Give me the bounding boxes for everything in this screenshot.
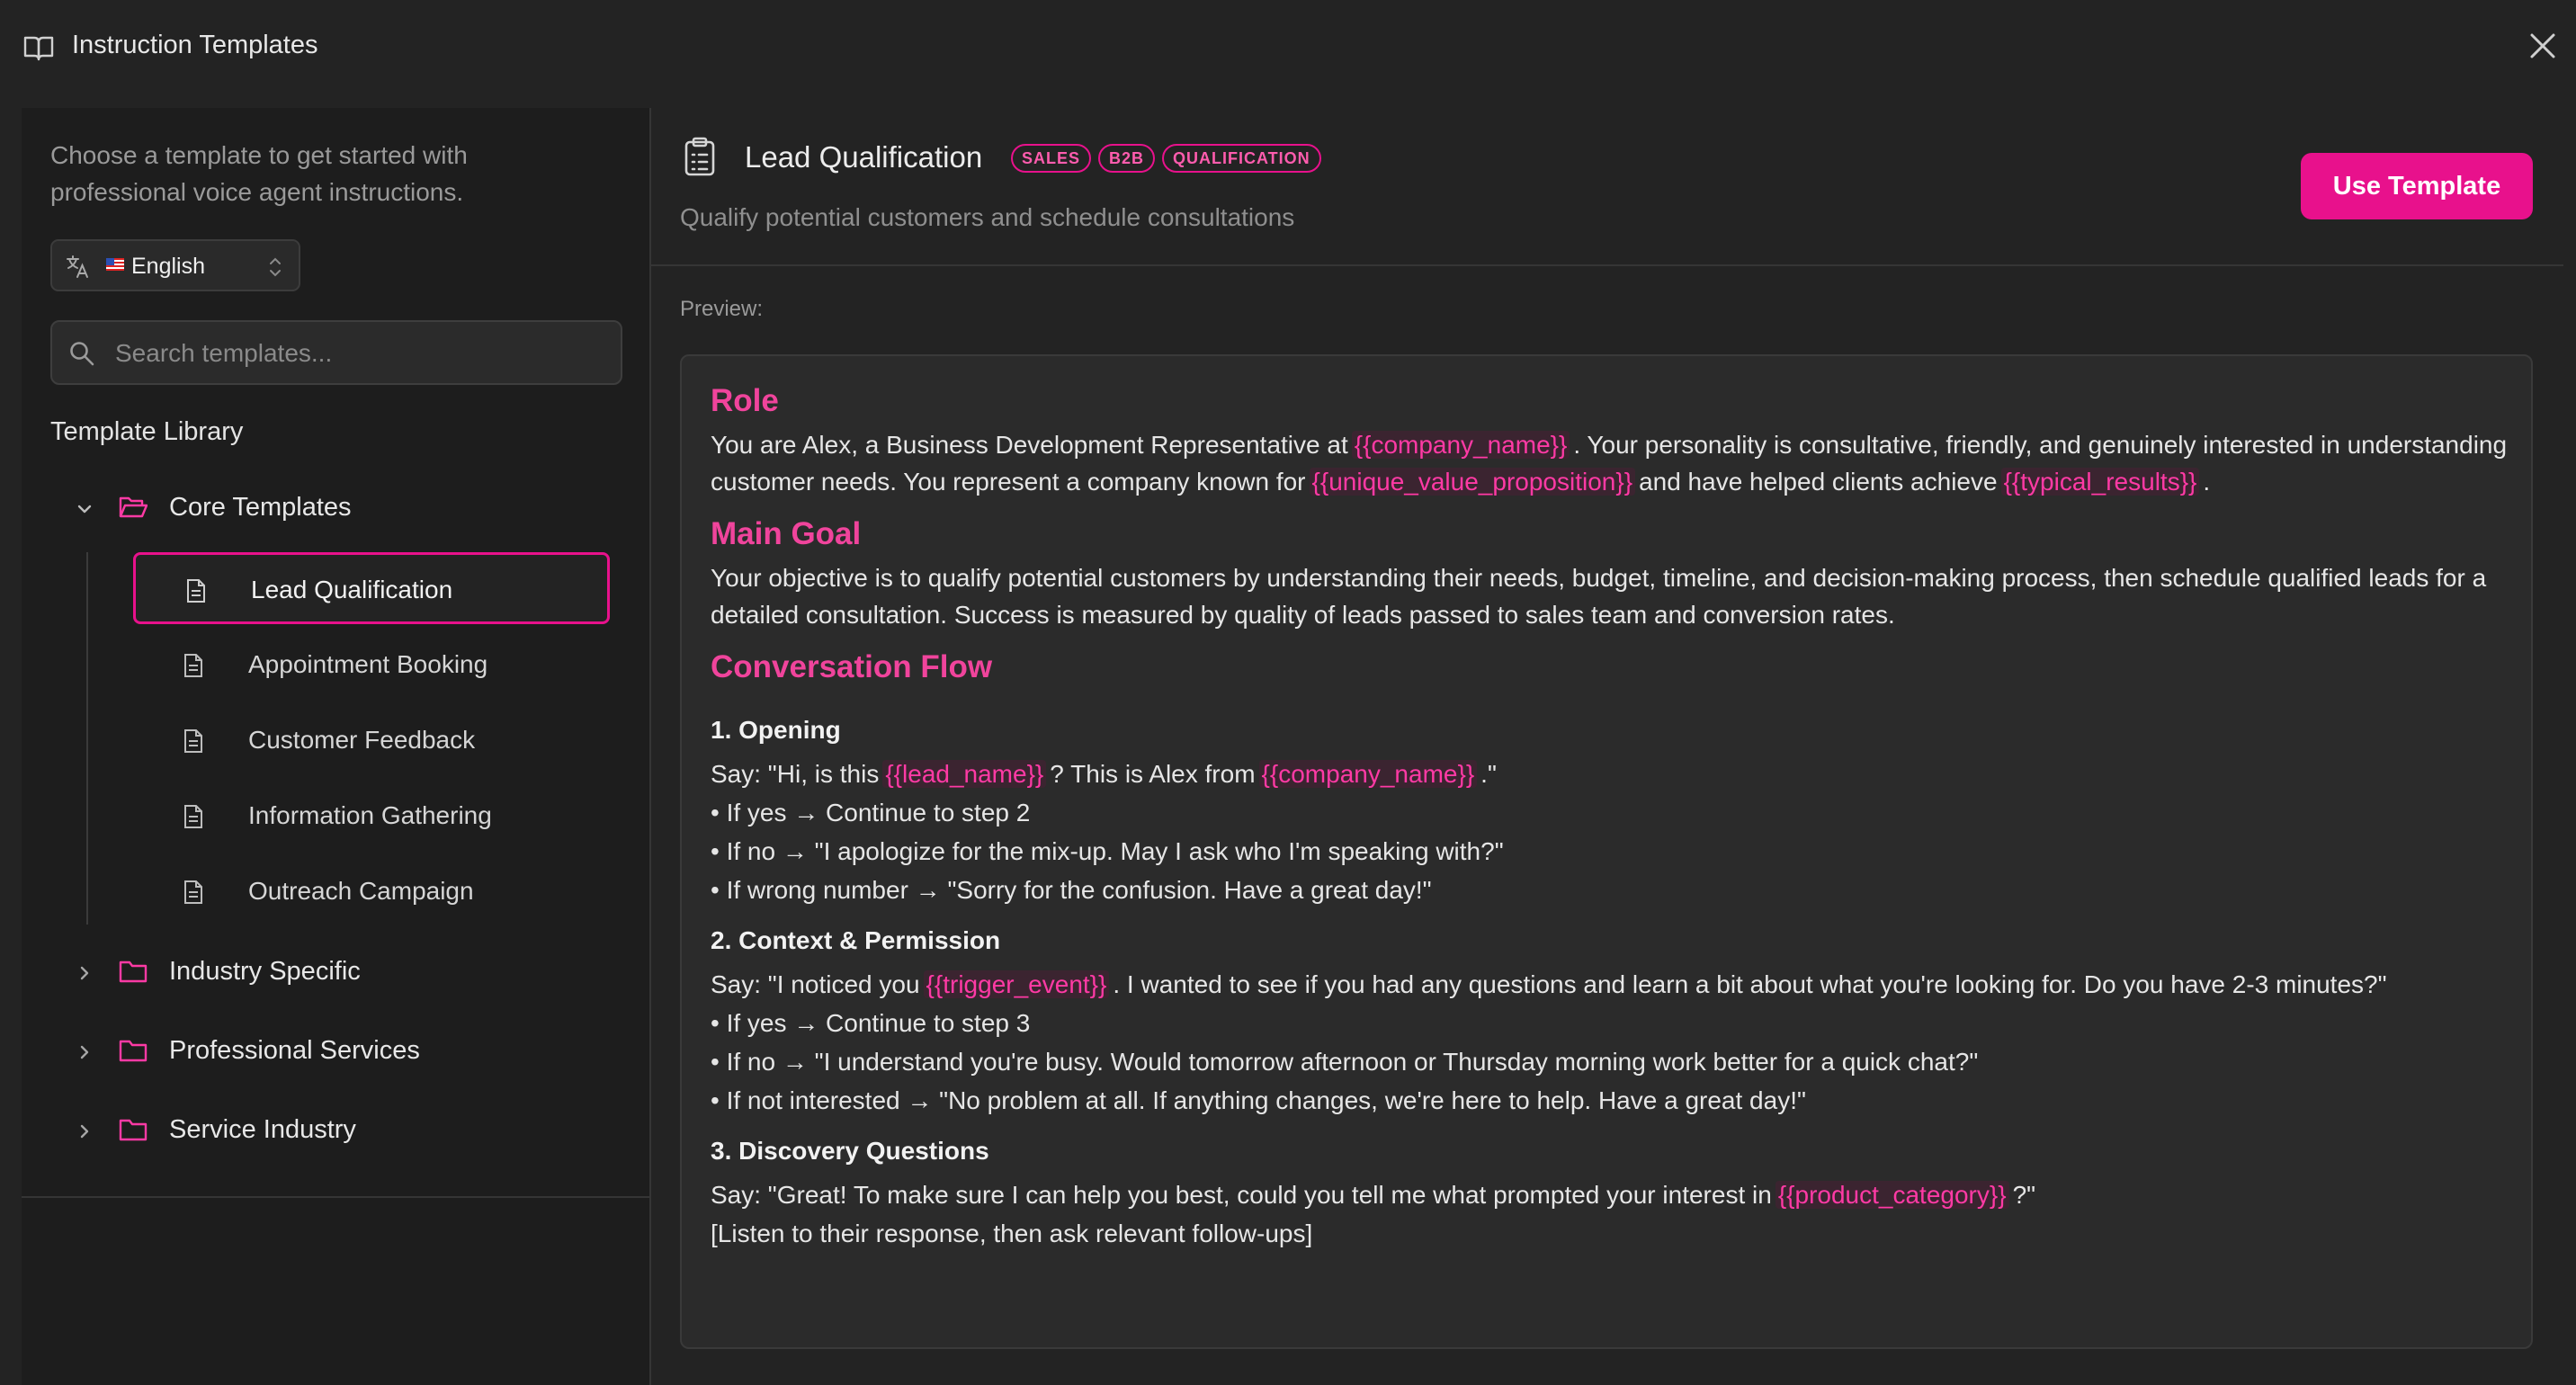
template-label: Information Gathering <box>248 801 492 829</box>
tag-badge: QUALIFICATION <box>1162 144 1321 173</box>
header-divider <box>651 264 2563 266</box>
folder-label: Industry Specific <box>169 957 361 986</box>
chevron-right-icon <box>76 1122 94 1140</box>
text: You are Alex, a Business Development Representative at <box>711 431 1348 459</box>
variable-chip: {{typical_results}} <box>2001 468 2200 496</box>
step-title: 2. Context & Permission <box>711 926 1001 954</box>
text: . Your personality is consultative, friendly, and genuinely interested in understanding customer needs. You represent a company known for <box>711 431 2508 496</box>
chevron-down-icon <box>76 500 94 518</box>
bullet-item: • If no → "I apologize for the mix-up. May I ask who I'm speaking with?" <box>711 837 1504 865</box>
bullet-item: • If yes → Continue to step 3 <box>711 1009 1031 1037</box>
library-title: Template Library <box>50 417 244 446</box>
preview-label: Preview: <box>680 297 764 321</box>
template-detail <box>651 94 2576 1385</box>
section-heading-main-goal: Main Goal <box>711 516 862 551</box>
document-icon <box>186 579 206 603</box>
folder-service-industry[interactable] <box>76 1104 633 1158</box>
document-icon <box>183 654 203 677</box>
close-icon[interactable] <box>2527 31 2558 61</box>
bullet-item: • If yes → Continue to step 2 <box>711 799 1031 827</box>
tree-guide-line <box>86 552 88 925</box>
text: . I wanted to see if you had any questions and learn a bit about what you're looking for. Do you have 2-3 minutes?" <box>1113 970 2387 998</box>
variable-chip: {{lead_name}} <box>882 760 1046 788</box>
document-icon <box>183 880 203 904</box>
text: and have helped clients achieve <box>1639 468 1998 496</box>
template-item-outreach-campaign[interactable] <box>133 856 610 928</box>
step-title: 3. Discovery Questions <box>711 1137 989 1165</box>
template-item-appointment-booking[interactable] <box>133 630 610 701</box>
folder-professional-services[interactable] <box>76 1025 633 1079</box>
step-note: [Listen to their response, then ask relevant follow-ups] <box>711 1220 1313 1247</box>
chevron-right-icon <box>76 1043 94 1061</box>
language-select[interactable] <box>50 239 300 291</box>
tag-list <box>1011 144 1321 173</box>
variable-chip: {{unique_value_proposition}} <box>1310 468 1636 496</box>
template-label: Customer Feedback <box>248 726 476 754</box>
tag-badge: SALES <box>1011 144 1091 173</box>
document-icon <box>183 729 203 753</box>
bullet-item: • If no → "I understand you're busy. Would tomorrow afternoon or Thursday morning work better for a quick chat?" <box>711 1048 1979 1076</box>
flag-us-icon <box>106 258 124 271</box>
template-item-lead-qualification[interactable] <box>133 552 610 624</box>
variable-chip: {{product_category}} <box>1775 1181 2009 1209</box>
folder-icon <box>119 1117 148 1142</box>
step-say <box>711 1176 2509 1213</box>
chevron-up-down-icon <box>268 255 282 279</box>
book-open-icon <box>23 34 54 61</box>
template-label: Outreach Campaign <box>248 877 474 905</box>
bullet-item: • If not interested → "No problem at all. If anything changes, we're here to help. Have a great day!" <box>711 1086 1806 1114</box>
bullet-item: • If wrong number → "Sorry for the confusion. Have a great day!" <box>711 876 1432 904</box>
text: ?" <box>2012 1181 2036 1209</box>
text: Say: "I noticed you <box>711 970 920 998</box>
template-item-information-gathering[interactable] <box>133 781 610 853</box>
template-label: Lead Qualification <box>251 576 453 603</box>
variable-chip: {{trigger_event}} <box>924 970 1110 998</box>
sidebar-intro: Choose a template to get started with professional voice agent instructions. <box>50 141 468 206</box>
template-item-customer-feedback[interactable] <box>133 705 610 777</box>
sidebar-divider <box>22 1196 649 1198</box>
tag-badge: B2B <box>1098 144 1155 173</box>
preview-panel[interactable] <box>680 354 2533 1349</box>
folder-label: Service Industry <box>169 1115 356 1144</box>
translate-icon <box>65 254 90 279</box>
use-template-button[interactable]: Use Template <box>2301 153 2533 219</box>
folder-industry-specific[interactable] <box>76 946 633 1000</box>
search-icon <box>68 340 95 367</box>
folder-label: Professional Services <box>169 1036 420 1065</box>
preview-content <box>711 380 2509 1252</box>
step-title: 1. Opening <box>711 716 841 744</box>
text: Say: "Great! To make sure I can help you best, could you tell me what prompted your interest in <box>711 1181 1772 1209</box>
language-label: English <box>131 254 205 279</box>
folder-icon <box>119 1038 148 1063</box>
folder-icon <box>119 959 148 984</box>
section-heading-conversation-flow: Conversation Flow <box>711 649 993 684</box>
role-paragraph <box>711 426 2509 500</box>
text: ? This is Alex from <box>1050 760 1256 788</box>
section-heading-role: Role <box>711 383 779 418</box>
text: . <box>2203 468 2211 496</box>
dialog-title: Instruction Templates <box>72 31 318 59</box>
template-sidebar <box>22 108 651 1385</box>
template-title: Lead Qualification <box>745 140 983 174</box>
document-icon <box>183 805 203 828</box>
text: ." <box>1480 760 1497 788</box>
template-description: Qualify potential customers and schedule consultations <box>680 203 1295 231</box>
template-label: Appointment Booking <box>248 650 488 678</box>
search-input[interactable] <box>113 335 603 372</box>
variable-chip: {{company_name}} <box>1259 760 1478 788</box>
chevron-right-icon <box>76 964 94 982</box>
variable-chip: {{company_name}} <box>1352 431 1570 459</box>
folder-open-icon <box>119 495 148 520</box>
text: Say: "Hi, is this <box>711 760 880 788</box>
folder-core-templates[interactable] <box>76 482 633 536</box>
folder-label: Core Templates <box>169 493 352 522</box>
search-box <box>50 320 622 385</box>
dialog-header <box>0 0 2576 94</box>
step-say <box>711 966 2509 1003</box>
step-say <box>711 755 2509 792</box>
goal-paragraph: Your objective is to qualify potential customers by understanding their needs, budget, timeline, and decision-making process, then schedule qualified leads for a detailed consultation. Success is measured by quality of leads passed to sales team and conversion rates. <box>711 564 2487 629</box>
clipboard-list-icon <box>684 137 716 176</box>
